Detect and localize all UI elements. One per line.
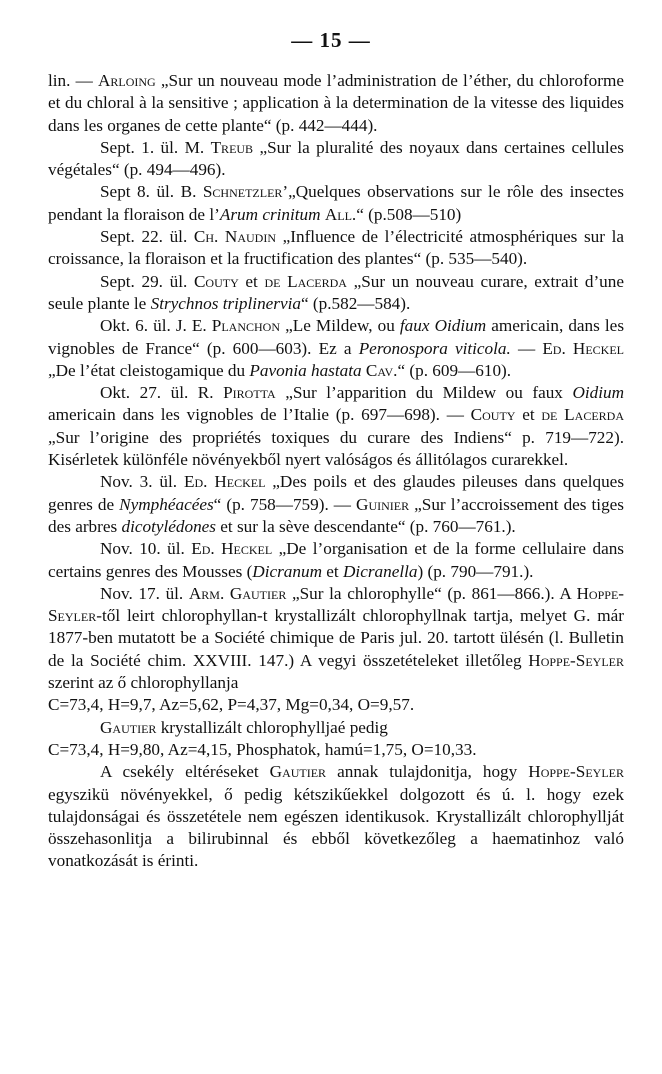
italic-term: Oidium [572,383,624,403]
text-run: Nov. 3. ül. [100,472,184,492]
italic-term: dicotylédones [121,516,216,536]
author-name: Couty [193,271,239,291]
text-run: Nov. 10. ül. [100,539,192,559]
paragraph [48,538,624,583]
text-run: „Le Mildew, ou [280,316,400,336]
text-run: „Sur l’origine des propriétés toxiques du curare des Indiens“ p. 719—722). Kisérletek különféle növényekből nyert valóságos és állitólagos curarekkel. [48,427,624,470]
italic-term: Dicranella [343,561,418,581]
paragraph [48,739,624,761]
author-name: All. [324,204,357,224]
text-run: et [515,405,542,425]
text-run: Sept 8. ül. B. [100,182,203,202]
italic-term: Strychnos triplinervia [150,293,301,313]
author-name: Hoppe-Seyler [48,583,624,626]
text-run: americain, dans les vignobles de France“ (p. 600—603). Ez a [48,316,625,358]
paragraph [48,717,624,739]
author-name: Gautier [100,717,157,737]
author-name: Hoppe-Seyler [528,650,624,670]
italic-term: Peronospora viticola. [358,338,511,358]
author-name: Ch. Naudin [193,227,276,247]
author-name: de Lacerda [264,271,347,291]
text-run: „Sur l’apparition du Mildew ou faux [275,383,573,403]
text-run: Okt. 27. ül. R. [100,383,224,403]
text-run: Sept. 22. ül. [100,227,194,247]
author-name: Cav. [365,360,398,380]
text-run: annak tulajdonitja, hogy [326,762,529,782]
italic-term: Nymphéacées [119,494,214,514]
text-run: “ (p. 609—610). [397,360,512,380]
author-name: Hoppe-Seyler [528,762,624,782]
text-run: “ (p.508—510) [356,204,462,224]
paragraph [48,181,624,226]
text-run: lin. — [48,71,98,90]
text-run: „Sur la pluralité des noyaux dans certaines cellules végétales“ (p. 494—496). [48,137,624,180]
author-name: Treub [210,137,254,157]
text-run: „Des poils et des glaudes pileuses dans quelques genres de [48,472,625,514]
author-name: Pirotta [223,383,276,403]
italic-term: faux Oidium [399,316,487,336]
text-run: Okt. 6. ül. J. E. [100,316,212,336]
paragraph [48,761,624,872]
author-name: Schnetzler [202,182,283,202]
text-run: et sur la sève descendante“ (p. 760—761.). [216,516,516,536]
text-run: szerint az ő chlorophyllanja [48,673,239,693]
author-name: Arm. Gautier [188,583,287,603]
text-run: et [238,271,265,291]
text-run: Sept. 1. ül. M. [100,137,211,157]
text-run: ’„Quelques observations sur le rôle des insectes pendant la floraison de l’ [48,182,624,224]
author-name: Couty [470,405,516,425]
author-name: Ed. Heckel [542,338,625,358]
italic-term: Pavonia hastata [249,360,362,380]
italic-term: Dicranum [252,561,322,581]
text-run: „Sur un nouveau curare, extrait d’une seule plante le [48,271,624,313]
paragraph [48,471,624,538]
text-run: „Sur l’accroissement des tiges des arbres [48,494,624,536]
author-name: Arloing [97,71,156,90]
paragraph [48,137,624,182]
paragraph [48,694,624,716]
text-run: krystallizált chlorophylljaé pedig [156,717,388,737]
text-run: „Sur un nouveau mode l’administration de l’éther, du chloroforme et du chloral à la sensitive ; application à la determination de la vitesse des liquides dans les organes de cette plante“ (p. 442—444). [48,71,624,135]
paragraph [48,382,624,471]
text-run: “ (p.582—584). [300,293,411,313]
text-run: -től leirt chlorophyllan-t krystallizált chlorophyllnak tartja, melyet G. már 1877-ben mutatott be a Société chimique de Paris jul. 20. tartott ülésén (l. Bulletin de la Société chim. XXVIII. 147.) A vegyi összetételeket illetőleg [48,606,624,670]
author-name: de Lacerda [541,405,624,425]
author-name: Guinier [356,494,410,514]
text-run: Nov. 17. ül. [100,583,189,603]
paragraph [48,70,624,137]
paragraph [48,315,624,382]
text-run: americain dans les vignobles de l’Italie (p. 697—698). — [48,405,471,425]
text-run: “ (p. 758—759). — [213,494,357,514]
text-run: C=73,4, H=9,7, Az=5,62, P=4,37, Mg=0,34, O=9,57. [48,695,415,715]
author-name: Ed. Heckel [183,472,266,492]
paragraph [48,226,624,271]
text-run: „Sur la chlorophylle“ (p. 861—866.). A [286,583,577,603]
body-text [48,70,624,873]
italic-term: Arum crinitum [219,204,321,224]
author-name: Ed. Heckel [191,539,273,559]
text-run: „De l’organisation et de la forme cellulaire dans certains genres des Mousses ( [48,539,624,581]
text-run: ) (p. 790—791.). [417,561,534,581]
text-run: „Influence de l’électricité atmosphériques sur la croissance, la floraison et la fructification des plantes“ (p. 535—540). [48,227,624,269]
page-number: — 15 — [291,28,371,52]
text-run: egyszikü növényekkel, ő pedig kétszikűekkel dolgozott és ú. l. hogy ezek tulajdonságai és összetétele nem egészen identikusok. Krystallizált chlorophyllját összehasonlitja a bilirubinnal és ebből következőleg a haematinhoz való vonatkozását is érinti. [48,784,624,871]
text-run: „De l’état cleistogamique du [48,360,250,380]
author-name: Planchon [211,316,281,336]
text-run: A csekély eltéréseket [100,762,270,782]
text-run: et [322,561,343,581]
text-run: Sept. 29. ül. [100,271,194,291]
paragraph [48,271,624,316]
author-name: Gautier [269,762,327,782]
text-run: C=73,4, H=9,80, Az=4,15, Phosphatok, hamú=1,75, O=10,33. [48,739,477,759]
paragraph [48,583,624,694]
text-run: — [510,338,543,358]
